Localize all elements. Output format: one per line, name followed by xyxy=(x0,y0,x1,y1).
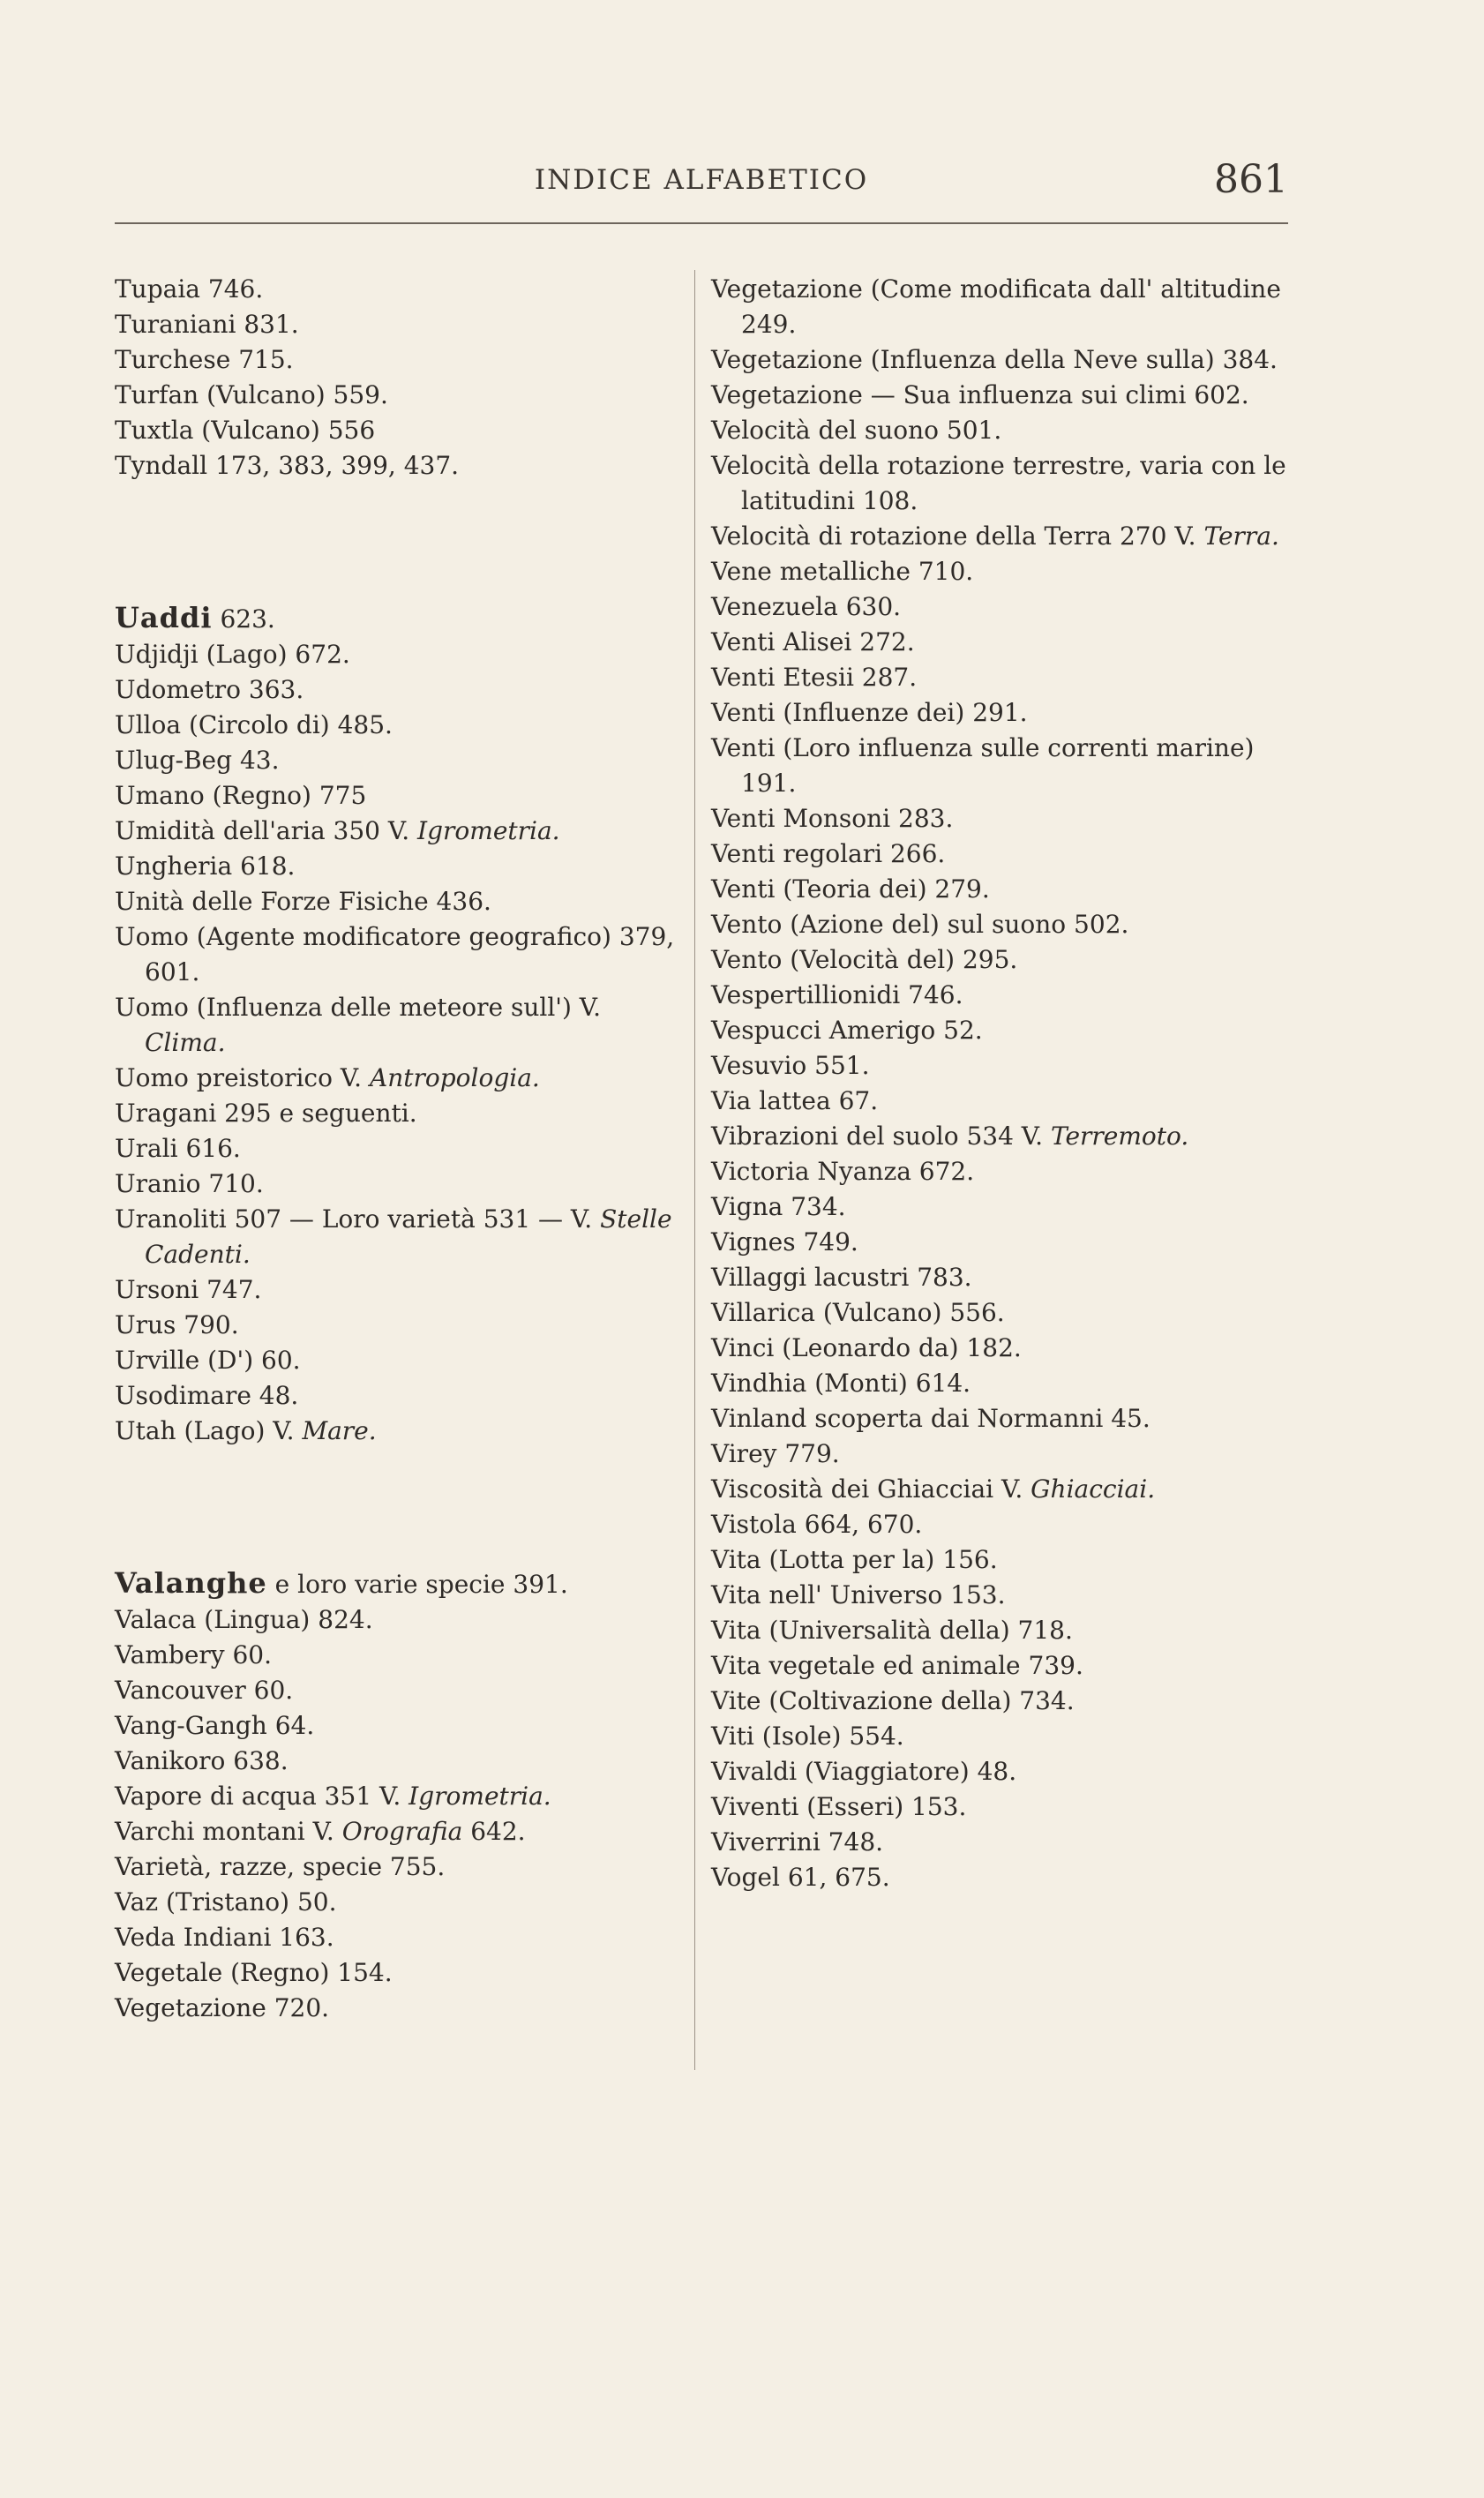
index-entry: Viti (Isole) 554. xyxy=(711,1722,904,1751)
index-entry: Vistola 664, 670. xyxy=(711,1510,923,1539)
index-entry: Vento (Velocità del) 295. xyxy=(711,945,1018,974)
index-entry: Turfan (Vulcano) 559. xyxy=(115,380,388,409)
entry-text: Umidità dell'aria 350 V. xyxy=(115,816,410,845)
index-entry: Viventi (Esseri) 153. xyxy=(711,1792,967,1821)
cross-reference: Igrometria. xyxy=(408,1782,551,1811)
index-entry: Ursoni 747. xyxy=(115,1275,262,1304)
index-entry: Vespucci Amerigo 52. xyxy=(711,1016,983,1045)
index-entry: Venti (Loro influenza sulle correnti marine) 191. xyxy=(711,733,1255,798)
index-entry: Vaz (Tristano) 50. xyxy=(115,1887,337,1917)
column-divider xyxy=(694,270,695,2070)
index-entry: Vanikoro 638. xyxy=(115,1746,289,1775)
cross-reference: Clima. xyxy=(145,1028,226,1057)
index-entry: Turchese 715. xyxy=(115,345,294,374)
index-entry: Ulug-Beg 43. xyxy=(115,746,280,775)
entry-text: Vapore di acqua 351 V. xyxy=(115,1782,401,1811)
cross-reference: Antropologia. xyxy=(370,1063,540,1092)
header-rule xyxy=(115,222,1288,224)
index-entry: Venti regolari 266. xyxy=(711,839,946,868)
index-entry: Veda Indiani 163. xyxy=(115,1923,334,1952)
index-entry: Vite (Coltivazione della) 734. xyxy=(711,1686,1075,1715)
index-entry-lead xyxy=(115,1565,679,1602)
index-entry: Vivaldi (Viaggiatore) 48. xyxy=(711,1757,1017,1786)
index-entry: Vegetale (Regno) 154. xyxy=(115,1958,393,1987)
index-entry: Vene metalliche 710. xyxy=(711,557,974,586)
index-entry: Turaniani 831. xyxy=(115,310,299,339)
entry-pages: 642. xyxy=(462,1817,526,1846)
index-entry: Vesuvio 551. xyxy=(711,1051,870,1080)
index-entry: Vento (Azione del) sul suono 502. xyxy=(711,910,1129,939)
index-entry: Urus 790. xyxy=(115,1310,239,1339)
index-entry: Tupaia 746. xyxy=(115,274,264,304)
cross-reference: Igrometria. xyxy=(417,816,560,845)
index-entry: Venti (Influenze dei) 291. xyxy=(711,698,1028,727)
index-entry: Urali 616. xyxy=(115,1134,241,1163)
index-entry: Vambery 60. xyxy=(115,1640,273,1669)
index-entry: Villarica (Vulcano) 556. xyxy=(711,1298,1005,1327)
lead-pages: 623. xyxy=(212,604,275,634)
entry-text: Varchi montani V. xyxy=(115,1817,334,1846)
index-entry: Vita nell' Universo 153. xyxy=(711,1580,1006,1609)
index-entry xyxy=(115,990,679,1061)
index-entry: Vita (Lotta per la) 156. xyxy=(711,1545,998,1574)
index-entry: Vigna 734. xyxy=(711,1192,846,1221)
page-number: 861 xyxy=(1214,157,1288,202)
index-entry: Unità delle Forze Fisiche 436. xyxy=(115,887,491,916)
index-entry: Vogel 61, 675. xyxy=(711,1863,890,1892)
index-entry: Vancouver 60. xyxy=(115,1676,294,1705)
entry-text: Utah (Lago) V. xyxy=(115,1416,295,1445)
index-entry: Ungheria 618. xyxy=(115,851,296,881)
lead-pages: e loro varie specie 391. xyxy=(266,1570,568,1599)
index-entry: Varietà, razze, specie 755. xyxy=(115,1852,446,1881)
cross-reference: Terra. xyxy=(1203,521,1279,551)
index-entry: Vinci (Leonardo da) 182. xyxy=(711,1333,1022,1362)
index-entry: Umano (Regno) 775 xyxy=(115,781,367,810)
index-entry: Vinland scoperta dai Normanni 45. xyxy=(711,1404,1150,1433)
index-entry: Venti (Teoria dei) 279. xyxy=(711,874,990,904)
index-entry: Vegetazione (Influenza della Neve sulla) 384. xyxy=(711,345,1278,374)
index-entry: Uragani 295 e seguenti. xyxy=(115,1099,417,1128)
index-entry: Uomo (Agente modificatore geografico) 379, 601. xyxy=(115,922,675,986)
cross-reference: Stelle Cadenti. xyxy=(145,1204,672,1269)
section-lead-word: Uaddi xyxy=(115,601,213,634)
index-entry: Venti Etesii 287. xyxy=(711,663,918,692)
index-entry: Vegetazione (Come modificata dall' altitudine 249. xyxy=(711,274,1281,339)
right-column xyxy=(711,272,1289,1895)
section-lead-word: Valanghe xyxy=(115,1566,267,1600)
section-gap xyxy=(115,484,679,600)
index-entry: Vignes 749. xyxy=(711,1227,858,1257)
cross-reference: Mare. xyxy=(302,1416,377,1445)
index-entry: Tuxtla (Vulcano) 556 xyxy=(115,416,376,445)
index-entry: Udometro 363. xyxy=(115,675,304,704)
index-entry: Villaggi lacustri 783. xyxy=(711,1263,972,1292)
index-entry: Usodimare 48. xyxy=(115,1381,299,1410)
index-entry xyxy=(115,1779,679,1814)
index-entry xyxy=(115,1814,679,1849)
index-entry xyxy=(115,1202,679,1272)
index-entry xyxy=(711,1119,1289,1154)
index-entry: Urville (D') 60. xyxy=(115,1346,301,1375)
index-entry: Vita (Universalità della) 718. xyxy=(711,1616,1073,1645)
index-entry: Via lattea 67. xyxy=(711,1086,879,1115)
left-column xyxy=(115,272,679,2026)
index-entry: Vegetazione — Sua influenza sui climi 602. xyxy=(711,380,1249,409)
index-entry: Uranio 710. xyxy=(115,1169,264,1198)
index-entry: Viverrini 748. xyxy=(711,1827,884,1857)
running-title: INDICE ALFABETICO xyxy=(534,164,869,196)
entry-text: Uomo preistorico V. xyxy=(115,1063,363,1092)
index-entry: Victoria Nyanza 672. xyxy=(711,1157,975,1186)
index-entry: Vespertillionidi 746. xyxy=(711,980,963,1009)
index-entry: Tyndall 173, 383, 399, 437. xyxy=(115,451,460,480)
index-entry: Udjidji (Lago) 672. xyxy=(115,640,350,669)
index-entry: Venti Monsoni 283. xyxy=(711,804,954,833)
index-entry: Vegetazione 720. xyxy=(115,1993,330,2022)
index-entry: Valaca (Lingua) 824. xyxy=(115,1605,373,1634)
index-entry xyxy=(115,814,679,849)
index-entry xyxy=(115,1414,679,1449)
index-entry: Vindhia (Monti) 614. xyxy=(711,1369,971,1398)
index-entry: Venezuela 630. xyxy=(711,592,902,621)
entry-text: Vibrazioni del suolo 534 V. xyxy=(711,1121,1044,1151)
entry-text: Viscosità dei Ghiacciai V. xyxy=(711,1474,1023,1504)
index-entry xyxy=(711,1472,1289,1507)
cross-reference: Terremoto. xyxy=(1050,1121,1189,1151)
index-entry: Vita vegetale ed animale 739. xyxy=(711,1651,1083,1680)
index-entry: Vang-Gangh 64. xyxy=(115,1711,315,1740)
index-entry: Virey 779. xyxy=(711,1439,840,1468)
entry-text: Uomo (Influenza delle meteore sull') V. xyxy=(115,993,602,1022)
section-gap xyxy=(115,1449,679,1565)
entry-text: Velocità di rotazione della Terra 270 V. xyxy=(711,521,1196,551)
page-header xyxy=(115,157,1288,210)
cross-reference: Orografia xyxy=(341,1817,463,1846)
index-entry-lead xyxy=(115,600,679,637)
index-entry: Ulloa (Circolo di) 485. xyxy=(115,710,393,739)
index-entry: Velocità del suono 501. xyxy=(711,416,1002,445)
index-entry xyxy=(711,519,1289,554)
entry-text: Uranoliti 507 — Loro varietà 531 — V. xyxy=(115,1204,593,1234)
index-entry: Venti Alisei 272. xyxy=(711,627,915,656)
index-entry xyxy=(115,1061,679,1096)
cross-reference: Ghiacciai. xyxy=(1031,1474,1156,1504)
index-entry: Velocità della rotazione terrestre, varia con le latitudini 108. xyxy=(711,451,1286,515)
